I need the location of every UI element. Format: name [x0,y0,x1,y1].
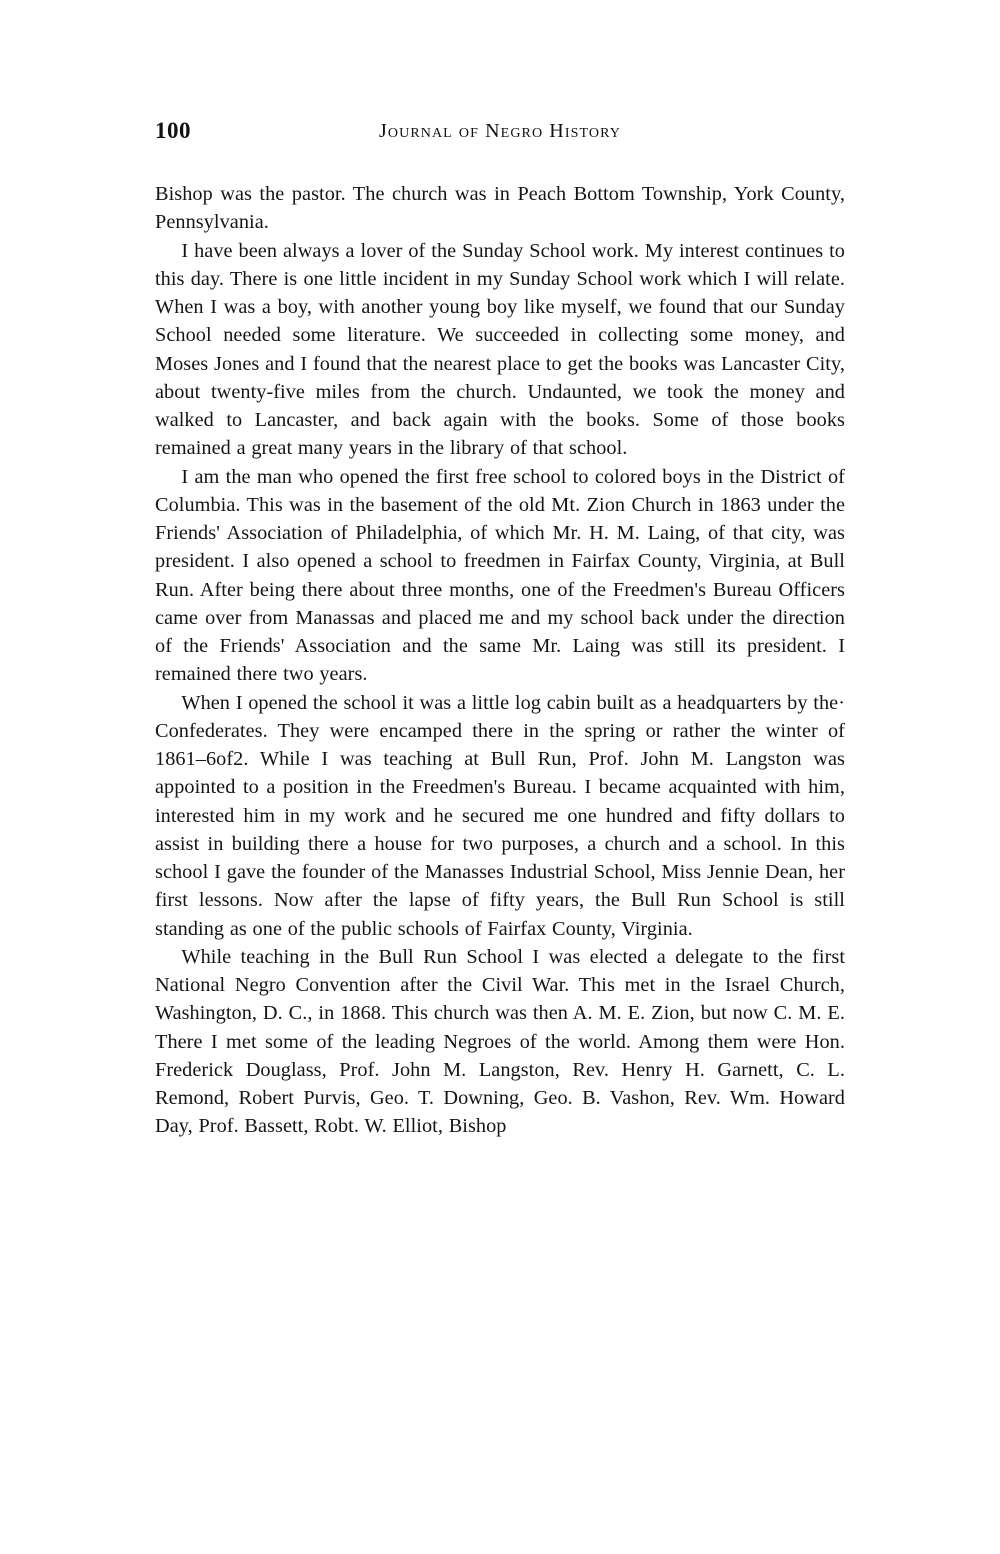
running-title: Journal of Negro History [379,120,621,142]
paragraph: I am the man who opened the first free school to colored boys in the District of Columbia. This was in the basement of the old Mt. Zion Church in 1863 under the Friends' Association of Philadelphia, of which Mr. H. M. Laing, of that city, was president. I also opened a school to freedmen in Fairfax County, Virginia, at Bull Run. After being there about three months, one of the Freedmen's Bureau Officers came over from Manassas and placed me and my school back under the direction of the Friends' Association and the same Mr. Laing was still its president. I remained there two years. [155,465,845,686]
paragraph: While teaching in the Bull Run School I was elected a delegate to the first National Negro Convention after the Civil War. This met in the Israel Church, Washington, D. C., in 1868. This church was then A. M. E. Zion, but now C. M. E. There I met some of the leading Negroes of the world. Among them were Hon. Frederick Douglass, Prof. John M. Langston, Rev. Henry H. Garnett, C. L. Remond, Robert Purvis, Geo. T. Downing, Geo. B. Vashon, Rev. Wm. Howard Day, Prof. Bassett, Robt. W. Elliot, Bishop [155,945,845,1138]
body-text [155,180,845,1141]
paragraph: When I opened the school it was a little log cabin built as a headquarters by the· Confederates. They were encamped there in the spring or rather the winter of 1861–6of2. While I was teaching at Bull Run, Prof. John M. Langston was appointed to a position in the Freedmen's Bureau. I became acquainted with him, interested him in my work and he secured me one hundred and fifty dollars to assist in building there a house for two purposes, a church and a school. In this school I gave the founder of the Manasses Industrial School, Miss Jennie Dean, her first lessons. Now after the lapse of fifty years, the Bull Run School is still standing as one of the public schools of Fairfax County, Virginia. [155,691,845,940]
page-number: 100 [155,118,191,143]
page-header [155,118,845,150]
paragraph: Bishop was the pastor. The church was in Peach Bottom Township, York County, Pennsylvania. [155,183,845,234]
paragraph: I have been always a lover of the Sunday School work. My interest continues to this day. There is one little incident in my Sunday School work which I will relate. When I was a boy, with another young boy like myself, we found that our Sunday School needed some literature. We succeeded in collecting some money, and Moses Jones and I found that the nearest place to get the books was Lancaster City, about twenty-five miles from the church. Undaunted, we took the money and walked to Lancaster, and back again with the books. Some of those books remained a great many years in the library of that school. [155,239,845,460]
